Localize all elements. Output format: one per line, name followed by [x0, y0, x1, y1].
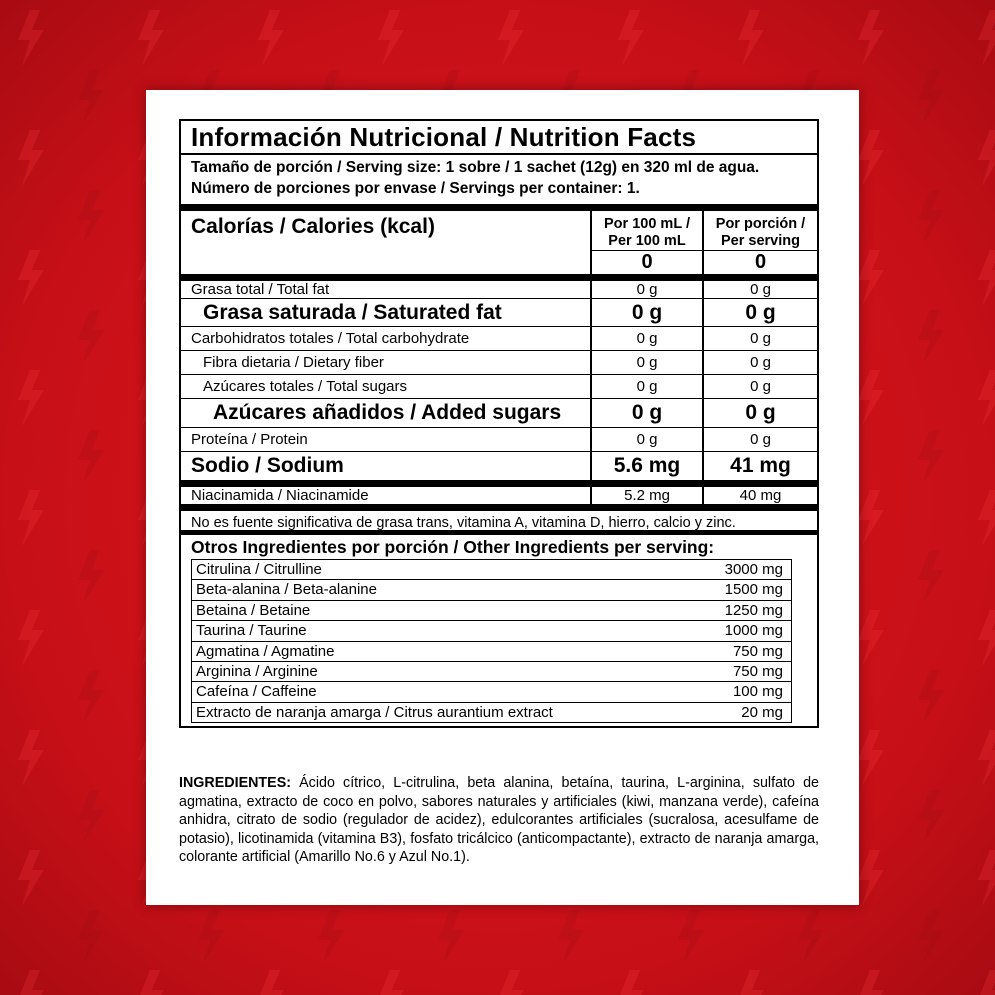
other-ingredients-table: [191, 559, 792, 723]
other-ingredient-value: 750 mg: [732, 642, 783, 660]
nutrient-per100: 5.6 mg: [590, 452, 702, 480]
nutrient-label: Proteína / Protein: [191, 431, 308, 448]
nutrient-label: Grasa total / Total fat: [191, 281, 330, 298]
nutrient-per100: 0 g: [590, 351, 702, 374]
other-ingredient-value: 750 mg: [732, 662, 783, 680]
label-card: [146, 90, 859, 905]
other-ingredients-section: [181, 530, 817, 726]
servings-per-container: Número de porciones por envase / Servings per container: 1.: [191, 180, 640, 197]
nutrient-serving: 0 g: [702, 351, 817, 374]
other-ingredient-row: [192, 703, 791, 723]
niacinamide-label: Niacinamida / Niacinamide: [191, 487, 369, 504]
nutrient-row-total-fat: [181, 274, 817, 298]
nutrient-per100: 0 g: [590, 281, 702, 298]
col-per100-header-l2: Per 100 mL: [608, 233, 686, 249]
other-ingredient-label: Beta-alanina / Beta-alanine: [196, 581, 377, 599]
other-ingredient-row: [192, 601, 791, 621]
other-ingredients-title: Otros Ingredientes por porción / Other Ingredients per serving:: [191, 537, 715, 557]
nutrient-row-fiber: [181, 350, 817, 374]
other-ingredient-value: 100 mg: [732, 683, 783, 701]
nutrient-serving: 41 mg: [702, 452, 817, 480]
other-ingredient-label: Extracto de naranja amarga / Citrus aurantium extract: [196, 703, 553, 721]
other-ingredient-label: Citrulina / Citrulline: [196, 561, 322, 578]
nutrient-per100: 0 g: [590, 399, 702, 427]
nutrient-serving: 0 g: [702, 299, 817, 326]
other-ingredient-label: Cafeína / Caffeine: [196, 683, 317, 701]
nutrient-serving: 0 g: [702, 428, 817, 451]
nutrient-row-saturated-fat: [181, 298, 817, 326]
other-ingredient-label: Agmatina / Agmatine: [196, 642, 335, 660]
other-ingredient-value: 1250 mg: [724, 601, 783, 619]
ingredients-paragraph: [179, 774, 819, 867]
nutrient-per100: 0 g: [590, 299, 702, 326]
other-ingredient-label: Arginina / Arginine: [196, 662, 318, 680]
panel-title: Información Nutricional / Nutrition Facts: [181, 121, 817, 155]
nutrient-serving: 0 g: [702, 399, 817, 427]
other-ingredient-row: [192, 560, 791, 580]
other-ingredient-row: [192, 642, 791, 662]
disclaimer-note: No es fuente significativa de grasa trans, vitamina A, vitamina D, hierro, calcio y zinc.: [181, 504, 817, 530]
nutrient-row-sodium: [181, 451, 817, 480]
nutrient-label: Sodio / Sodium: [191, 454, 344, 477]
ingredients-heading: INGREDIENTES:: [179, 775, 292, 791]
nutrient-label: Grasa saturada / Saturated fat: [203, 300, 502, 324]
col-serving: [702, 211, 817, 274]
calories-serving: 0: [704, 250, 817, 274]
nutrient-label: Fibra dietaria / Dietary fiber: [203, 354, 384, 371]
other-ingredient-value: 20 mg: [741, 703, 783, 721]
nutrient-label: Azúcares añadidos / Added sugars: [213, 401, 562, 424]
other-ingredient-label: Taurina / Taurine: [196, 622, 307, 640]
nutrient-per100: 0 g: [590, 375, 702, 398]
nutrient-row-carbohydrate: [181, 326, 817, 350]
col-per100-header: [592, 211, 702, 250]
other-ingredient-row: [192, 580, 791, 600]
calories-row: [181, 204, 817, 274]
nutrient-serving: 0 g: [702, 327, 817, 350]
serving-info: [181, 155, 817, 204]
niacinamide-serving: 40 mg: [702, 487, 817, 504]
serving-size: Tamaño de porción / Serving size: 1 sobre / 1 sachet (12g) en 320 ml de agua.: [191, 159, 760, 176]
nutrient-row-total-sugars: [181, 374, 817, 398]
nutrition-facts-panel: [179, 119, 819, 728]
other-ingredient-row: [192, 621, 791, 641]
col-per100: [590, 211, 702, 274]
other-ingredient-value: 1500 mg: [724, 581, 783, 599]
niacinamide-row: [181, 480, 817, 504]
other-ingredient-row: [192, 662, 791, 682]
ingredients-text: Ácido cítrico, L-citrulina, beta alanina, betaína, taurina, L-arginina, sulfato de agmatina, extracto de coco en polvo, sabores naturales y artificiales (kiwi, manzana verde), cafeína anhidra, citrato de sodio (regulador de acidez), edulcorantes artificiales (sucralosa, acesulfame de potasio), licotinamida (vitamina B3), fosfato tricálcico (anticompactante), extracto de naranja amarga, colorante artificial (Amarillo No.6 y Azul No.1).: [179, 775, 819, 866]
nutrient-row-protein: [181, 427, 817, 451]
nutrient-serving: 0 g: [702, 281, 817, 298]
col-serving-header: [704, 211, 817, 250]
nutrient-label: Azúcares totales / Total sugars: [203, 378, 407, 395]
calories-per100: 0: [592, 250, 702, 274]
col-serving-header-l1: Por porción /: [715, 216, 806, 232]
nutrient-per100: 0 g: [590, 327, 702, 350]
nutrient-row-added-sugars: [181, 398, 817, 427]
other-ingredient-label: Betaina / Betaine: [196, 601, 311, 619]
other-ingredient-value: 3000 mg: [724, 561, 783, 578]
nutrient-label: Carbohidratos totales / Total carbohydrate: [191, 330, 470, 347]
other-ingredient-value: 1000 mg: [724, 622, 783, 640]
nutrient-serving: 0 g: [702, 375, 817, 398]
other-ingredient-row: [192, 682, 791, 702]
nutrient-per100: 0 g: [590, 428, 702, 451]
col-per100-header-l1: Por 100 mL /: [604, 216, 690, 232]
niacinamide-per100: 5.2 mg: [590, 487, 702, 504]
col-serving-header-l2: Per serving: [721, 233, 800, 249]
calories-label: Calorías / Calories (kcal): [191, 215, 435, 238]
